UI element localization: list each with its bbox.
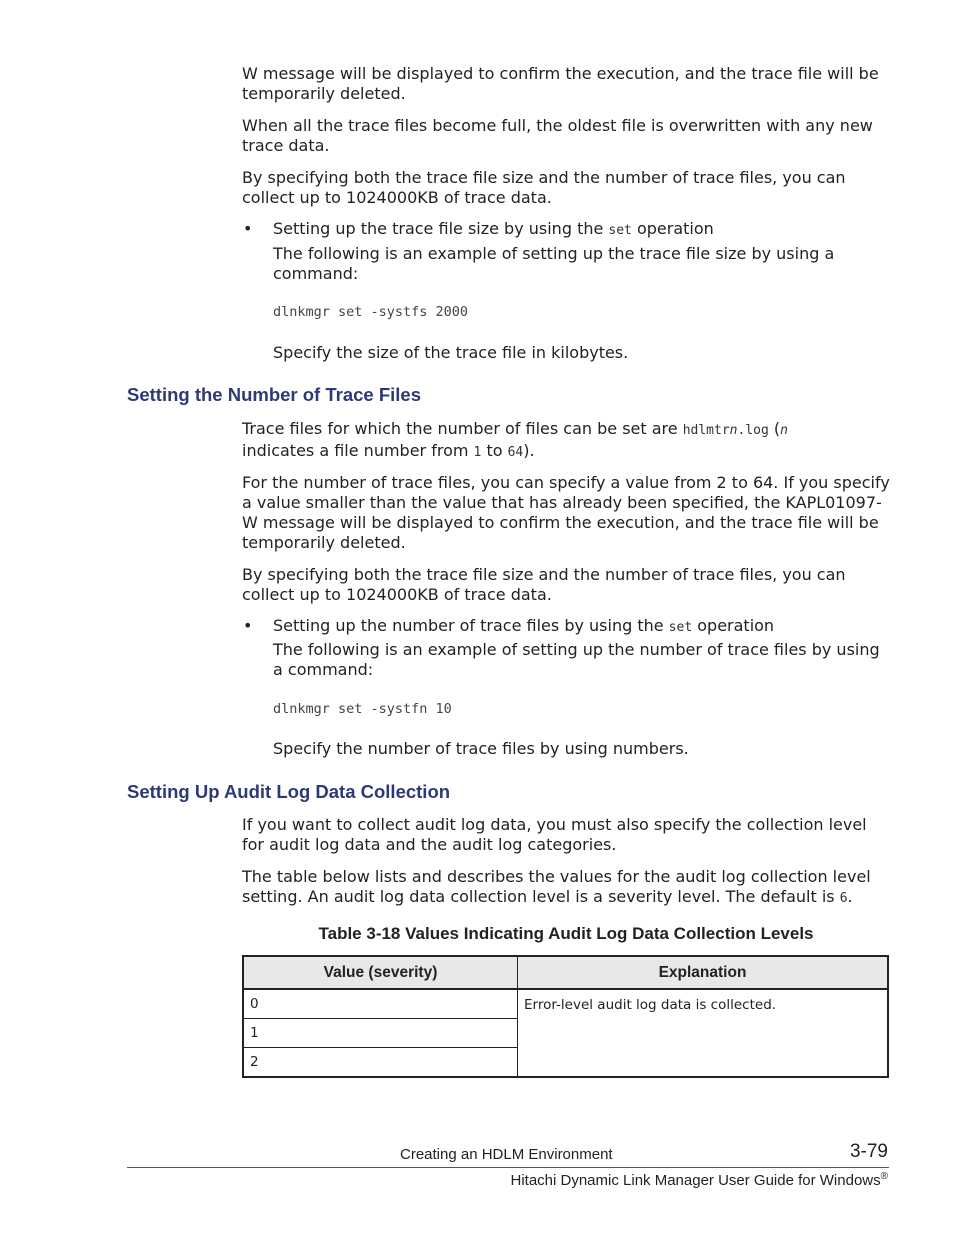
inline-code: hdlmtrn.log <box>682 423 769 438</box>
code-example: dlnkmgr set -systfn 10 <box>273 701 452 717</box>
bullet-marker: • <box>243 616 253 635</box>
paragraph: If you want to collect audit log data, you must also specify the collection level for audit log data and the audit log categories. <box>242 815 867 854</box>
paragraph: By specifying both the trace file size and the number of trace files, you can collect up to 1024000KB of trace data. <box>242 565 846 604</box>
paragraph: For the number of trace files, you can specify a value from 2 to 64. If you specify a value smaller than the value that has already been specified, the KAPL01097-W message will be displayed to confirm the execution, and the trace file will be temporarily deleted. <box>242 473 890 552</box>
table-cell: 0 <box>243 989 518 1019</box>
table-cell: Error-level audit log data is collected. <box>518 989 889 1077</box>
table-cell: 1 <box>243 1019 518 1048</box>
paragraph: Specify the size of the trace file in kilobytes. <box>273 343 629 362</box>
footer-guide-title: Hitachi Dynamic Link Manager User Guide for Windows® <box>510 1171 888 1189</box>
bullet-marker: • <box>243 219 253 238</box>
code-example: dlnkmgr set -systfs 2000 <box>273 304 469 320</box>
footer-divider <box>127 1167 889 1168</box>
footer-chapter: Creating an HDLM Environment <box>400 1146 613 1163</box>
paragraph: Trace files for which the number of files can be set are hdlmtrn.log (n indicates a file number from 1 to 64). <box>242 419 788 460</box>
table-header: Explanation <box>518 956 889 989</box>
table-header: Value (severity) <box>243 956 518 989</box>
table-cell: 2 <box>243 1048 518 1078</box>
table-row <box>243 989 888 1019</box>
paragraph: Specify the number of trace files by using numbers. <box>273 739 689 758</box>
paragraph: When all the trace files become full, the oldest file is overwritten with any new trace data. <box>242 116 873 155</box>
table-caption: Table 3-18 Values Indicating Audit Log Data Collection Levels <box>318 924 814 943</box>
page-number: 3-79 <box>849 1141 888 1162</box>
inline-code: set <box>608 223 632 238</box>
audit-level-table <box>242 955 889 1078</box>
inline-code: 6 <box>839 891 848 906</box>
section-heading: Setting Up Audit Log Data Collection <box>127 781 451 802</box>
bullet-item: Setting up the trace file size by using the set operation <box>273 219 714 238</box>
section-heading: Setting the Number of Trace Files <box>127 384 422 405</box>
paragraph: The following is an example of setting up the trace file size by using a command: <box>273 244 835 283</box>
paragraph: The following is an example of setting up the number of trace files by using a command: <box>273 640 880 679</box>
inline-code: set <box>668 620 693 635</box>
paragraph: The table below lists and describes the values for the audit log collection level setting. An audit log data collection level is a severity level. The default is 6. <box>242 867 871 906</box>
paragraph: W message will be displayed to confirm the execution, and the trace file will be temporarily deleted. <box>242 64 879 103</box>
bullet-item: Setting up the number of trace files by using the set operation <box>273 616 775 635</box>
paragraph: By specifying both the trace file size and the number of trace files, you can collect up to 1024000KB of trace data. <box>242 168 846 207</box>
